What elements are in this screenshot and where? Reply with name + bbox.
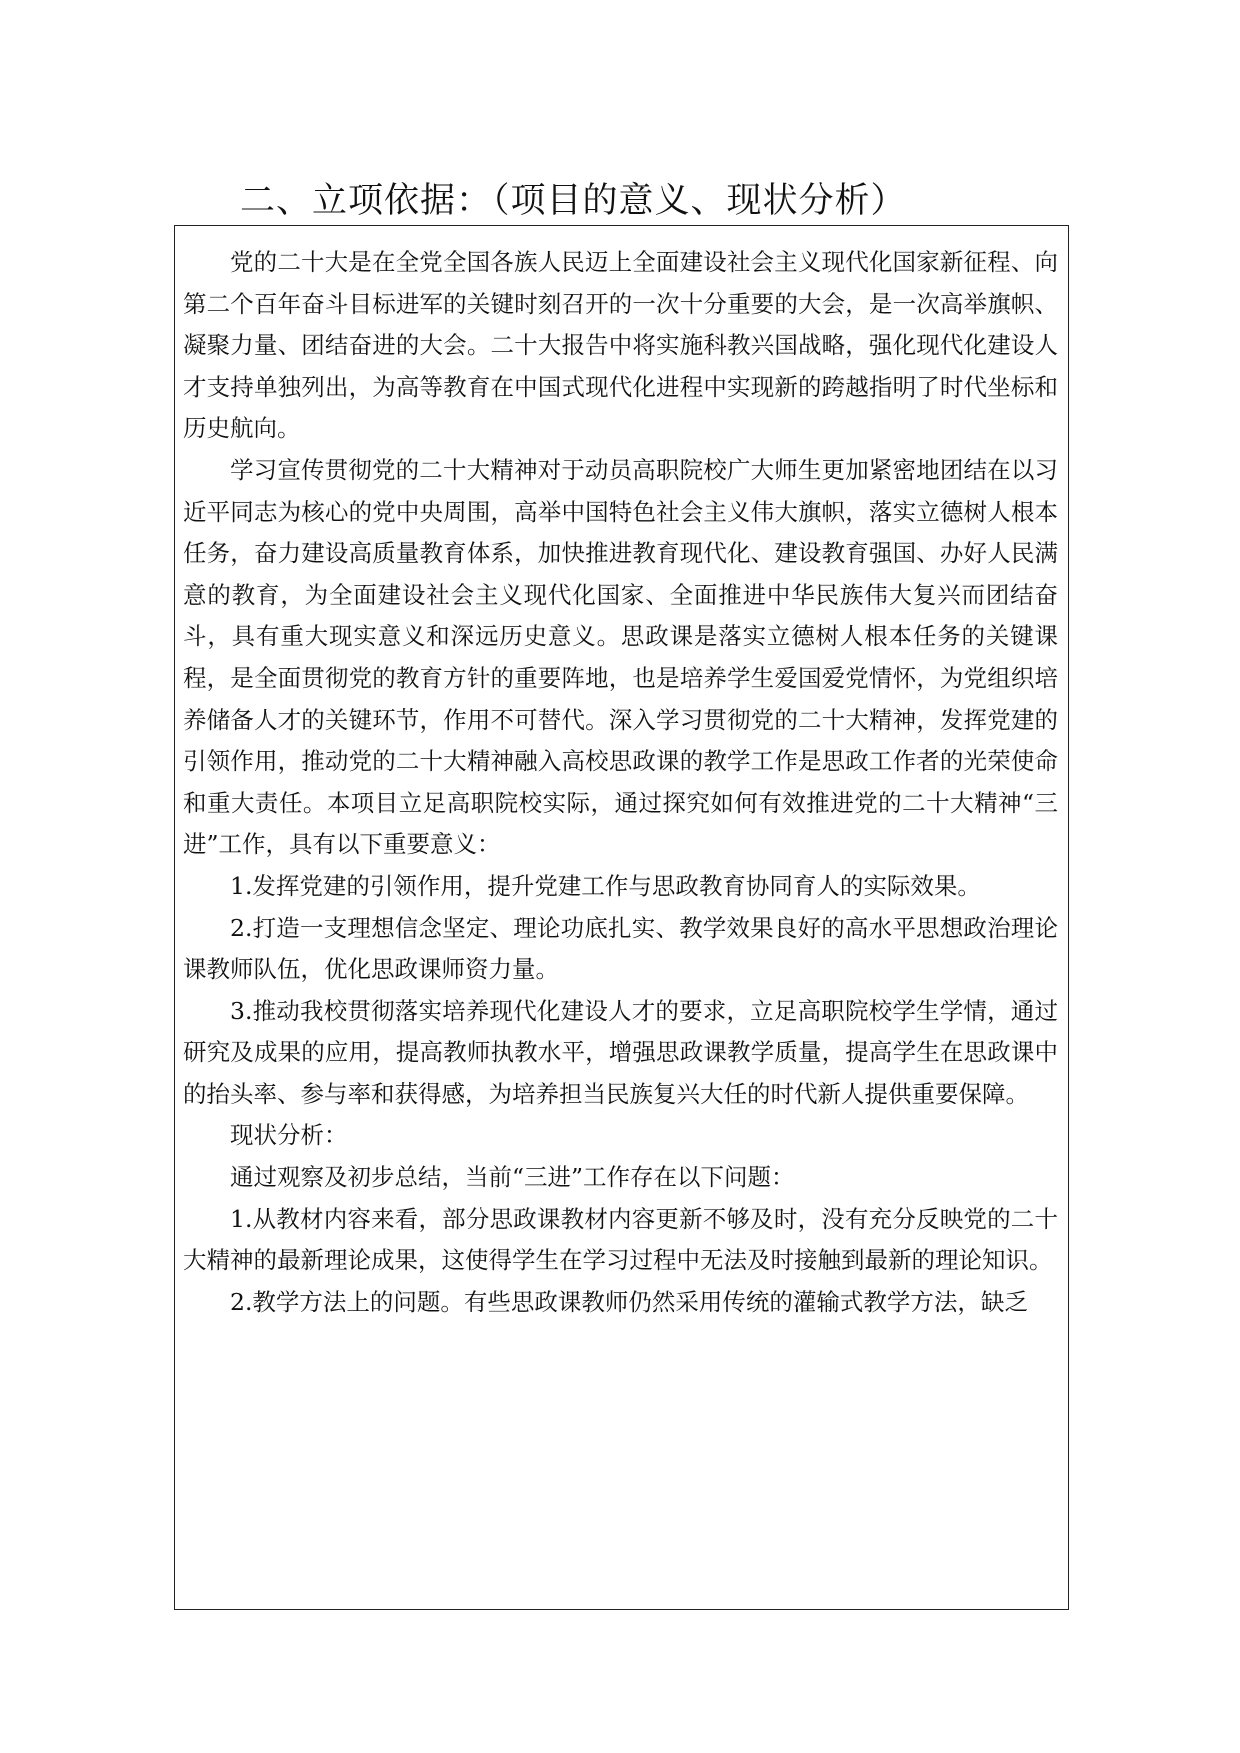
section-title: 二、立项依据：（项目的意义、现状分析） — [240, 181, 907, 221]
paragraph-status-item-2: 2.教学方法上的问题。有些思政课教师仍然采用传统的灌输式教学方法，缺乏 — [230, 1287, 1028, 1316]
paragraph-significance-item-2: 2.打造一支理想信念坚定、理论功底扎实、教学效果良好的高水平思想政治理论课教师队伍，优化思政课师资力量。 — [183, 913, 1058, 984]
paragraph-significance-intro: 党的二十大是在全党全国各族人民迈上全面建设社会主义现代化国家新征程、向第二个百年奋斗目标进军的关键时刻召开的一次十分重要的大会，是一次高举旗帜、凝聚力量、团结奋进的大会。二十大报告中将实施科教兴国战略，强化现代化建设人才支持单独列出，为高等教育在中国式现代化进程中实现新的跨越指明了时代坐标和历史航向。 — [183, 248, 1058, 443]
paragraph-significance-item-3: 3.推动我校贯彻落实培养现代化建设人才的要求，立足高职院校学生学情，通过研究及成果的应用，提高教师执教水平，增强思政课教学质量，提高学生在思政课中的抬头率、参与率和获得感，为培养担当民族复兴大任的时代新人提供重要保障。 — [183, 996, 1058, 1108]
paragraph-significance-detail: 学习宣传贯彻党的二十大精神对于动员高职院校广大师生更加紧密地团结在以习近平同志为核心的党中央周围，高举中国特色社会主义伟大旗帜，落实立德树人根本任务，奋力建设高质量教育体系，加快推进教育现代化、建设教育强国、办好人民满意的教育，为全面建设社会主义现代化国家、全面推进中华民族伟大复兴而团结奋斗，具有重大现实意义和深远历史意义。思政课是落实立德树人根本任务的关键课程，是全面贯彻党的教育方针的重要阵地，也是培养学生爱国爱党情怀，为党组织培养储备人才的关键环节，作用不可替代。深入学习贯彻党的二十大精神，发挥党建的引领作用，推动党的二十大精神融入高校思政课的教学工作是思政工作者的光荣使命和重大责任。本项目立足高职院校实际，通过探究如何有效推进党的二十大精神“三进”工作，具有以下重要意义： — [183, 455, 1058, 859]
paragraph-status-heading: 现状分析： — [230, 1121, 348, 1150]
paragraph-significance-item-1: 1.发挥党建的引领作用，提升党建工作与思政教育协同育人的实际效果。 — [230, 871, 981, 900]
content-box — [174, 225, 1069, 1610]
paragraph-status-intro: 通过观察及初步总结，当前“三进”工作存在以下问题： — [230, 1163, 795, 1192]
paragraph-status-item-1: 1.从教材内容来看，部分思政课教材内容更新不够及时，没有充分反映党的二十大精神的最新理论成果，这使得学生在学习过程中无法及时接触到最新的理论知识。 — [183, 1204, 1058, 1275]
